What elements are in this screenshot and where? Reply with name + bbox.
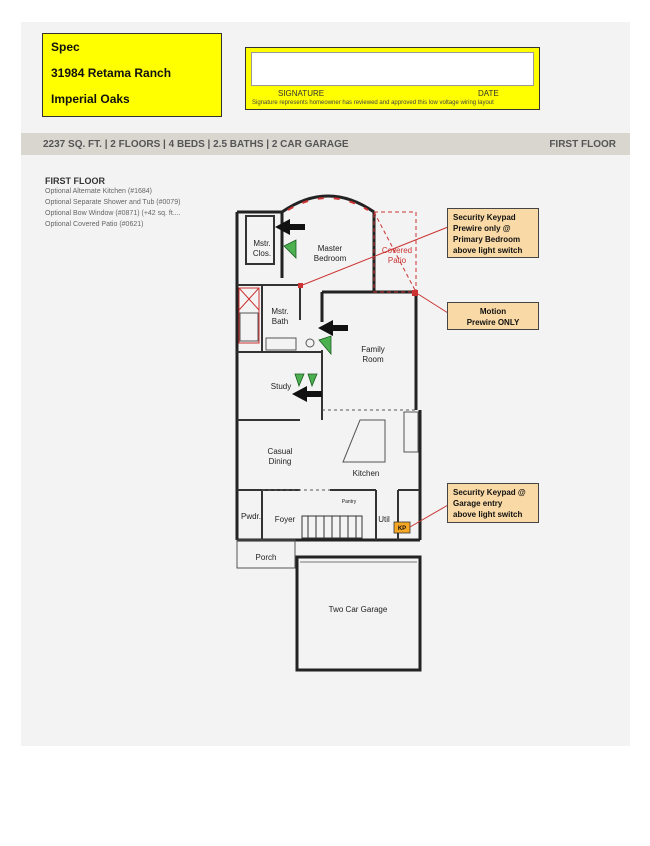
floor-label: FIRST FLOOR — [549, 139, 616, 150]
room-pantry: Pantry — [341, 499, 357, 505]
room-master-bedroom: Master — [317, 244, 343, 253]
window-sensor-icon — [308, 374, 317, 386]
callout-line: Motion — [479, 307, 507, 316]
keypad-marker-label: KP — [397, 526, 407, 532]
motion-sensor-icon — [412, 290, 418, 296]
room-mstr-clos: Mstr. — [253, 239, 271, 248]
callout-leader — [418, 294, 448, 313]
room-covered-patio: Patio — [387, 256, 407, 265]
room-mstr-bath: Bath — [271, 317, 289, 326]
signature-note: Signature represents homeowner has reviewed and approved this low voltage wiring layout — [252, 100, 494, 106]
room-porch: Porch — [255, 553, 277, 562]
community: Imperial Oaks — [51, 92, 130, 106]
room-mstr-clos: Clos. — [252, 249, 272, 258]
door-sensor-icon — [284, 240, 296, 258]
room-mstr-bath: Mstr. — [271, 307, 289, 316]
callout-leader — [410, 505, 448, 527]
date-label: DATE — [478, 89, 499, 98]
option-item: Optional Separate Shower and Tub (#0079) — [45, 199, 181, 206]
callout-line: Primary Bedroom — [453, 235, 521, 244]
callout-keypad-bedroom — [447, 208, 539, 258]
callout-line: Security Keypad — [453, 213, 516, 222]
callout-line: Prewire only @ — [453, 224, 511, 233]
plan-summary: 2237 SQ. FT. | 2 FLOORS | 4 BEDS | 2.5 BATHS | 2 CAR GARAGE — [43, 139, 349, 150]
callout-motion — [447, 302, 539, 330]
callout-line: Prewire ONLY — [466, 318, 520, 327]
room-master-bedroom: Bedroom — [313, 254, 347, 263]
callout-keypad-garage — [447, 483, 539, 523]
callout-line: Security Keypad @ — [453, 488, 526, 497]
option-item: Optional Covered Patio (#0621) — [45, 221, 144, 228]
room-pwdr: Pwdr. — [240, 512, 262, 521]
callout-line: Garage entry — [453, 499, 503, 508]
room-family-room: Family — [361, 345, 385, 354]
arrow-icon — [318, 320, 348, 336]
address: 31984 Retama Ranch — [51, 66, 172, 80]
option-item: Optional Bow Window (#0871) (+42 sq. ft.... — [45, 210, 181, 217]
callout-line: above light switch — [453, 510, 523, 519]
room-kitchen: Kitchen — [352, 469, 380, 478]
spec-label: Spec — [51, 40, 80, 54]
window-sensor-icon — [295, 374, 304, 386]
option-item: Optional Alternate Kitchen (#1684) — [45, 188, 153, 195]
arrow-icon — [275, 219, 305, 235]
room-casual-dining: Casual — [267, 447, 293, 456]
room-family-room: Room — [362, 355, 384, 364]
room-foyer: Foyer — [274, 515, 296, 524]
arrow-icon — [292, 386, 322, 402]
room-study: Study — [270, 382, 292, 391]
room-util: Util — [378, 515, 390, 524]
callout-line: above light switch — [453, 246, 523, 255]
room-casual-dining: Dining — [268, 457, 292, 466]
room-garage: Two Car Garage — [328, 605, 388, 614]
room-covered-patio: Covered — [381, 246, 413, 255]
options-title: FIRST FLOOR — [45, 176, 105, 186]
signature-label: SIGNATURE — [278, 89, 325, 98]
